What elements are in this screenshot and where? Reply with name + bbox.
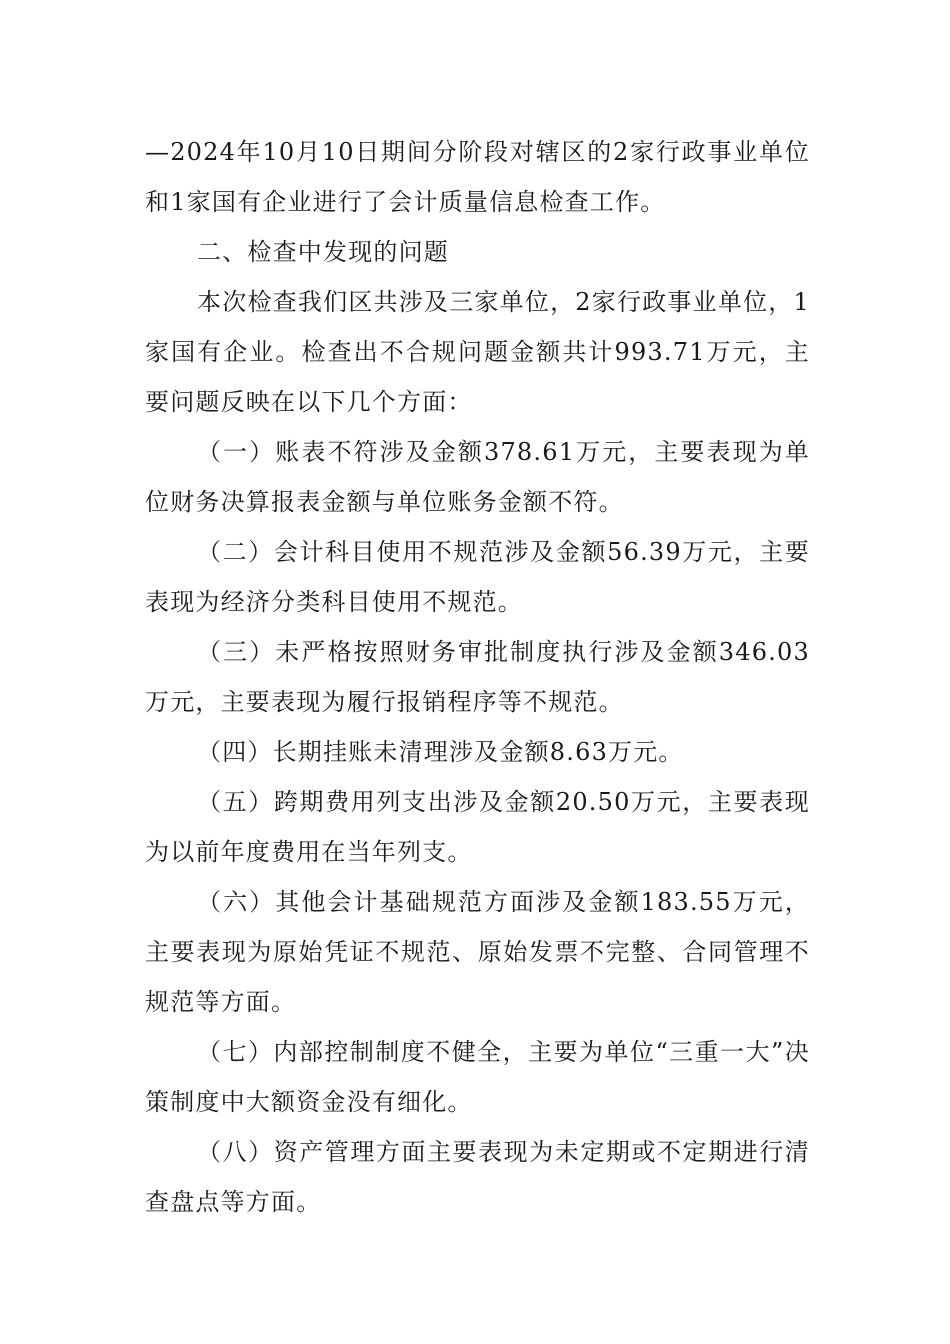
paragraph-summary: 本次检查我们区共涉及三家单位，2家行政事业单位，1家国有企业。检查出不合规问题金额共计993.71万元，主要问题反映在以下几个方面： bbox=[145, 288, 810, 416]
paragraph-issue-4: （四）长期挂账未清理涉及金额8.63万元。 bbox=[197, 738, 684, 766]
section-heading-problems: 二、检查中发现的问题 bbox=[197, 238, 449, 266]
paragraph-inspection-period: —2024年10月10日期间分阶段对辖区的2家行政事业单位和1家国有企业进行了会计质量信息检查工作。 bbox=[145, 138, 810, 216]
paragraph-issue-5: （五）跨期费用列支出涉及金额20.50万元，主要表现为以前年度费用在当年列支。 bbox=[145, 788, 810, 866]
paragraph-issue-8: （八）资产管理方面主要表现为未定期或不定期进行清查盘点等方面。 bbox=[145, 1138, 810, 1216]
paragraph-issue-1: （一）账表不符涉及金额378.61万元，主要表现为单位财务决算报表金额与单位账务金额不符。 bbox=[145, 438, 810, 516]
paragraph-issue-6: （六）其他会计基础规范方面涉及金额183.55万元，主要表现为原始凭证不规范、原始发票不完整、合同管理不规范等方面。 bbox=[145, 888, 810, 1016]
paragraph-issue-3: （三）未严格按照财务审批制度执行涉及金额346.03万元，主要表现为履行报销程序等不规范。 bbox=[145, 638, 810, 716]
paragraph-issue-7: （七）内部控制制度不健全，主要为单位“三重一大”决策制度中大额资金没有细化。 bbox=[145, 1038, 810, 1116]
document-body bbox=[145, 127, 810, 1227]
paragraph-issue-2: （二）会计科目使用不规范涉及金额56.39万元，主要表现为经济分类科目使用不规范。 bbox=[145, 538, 810, 616]
